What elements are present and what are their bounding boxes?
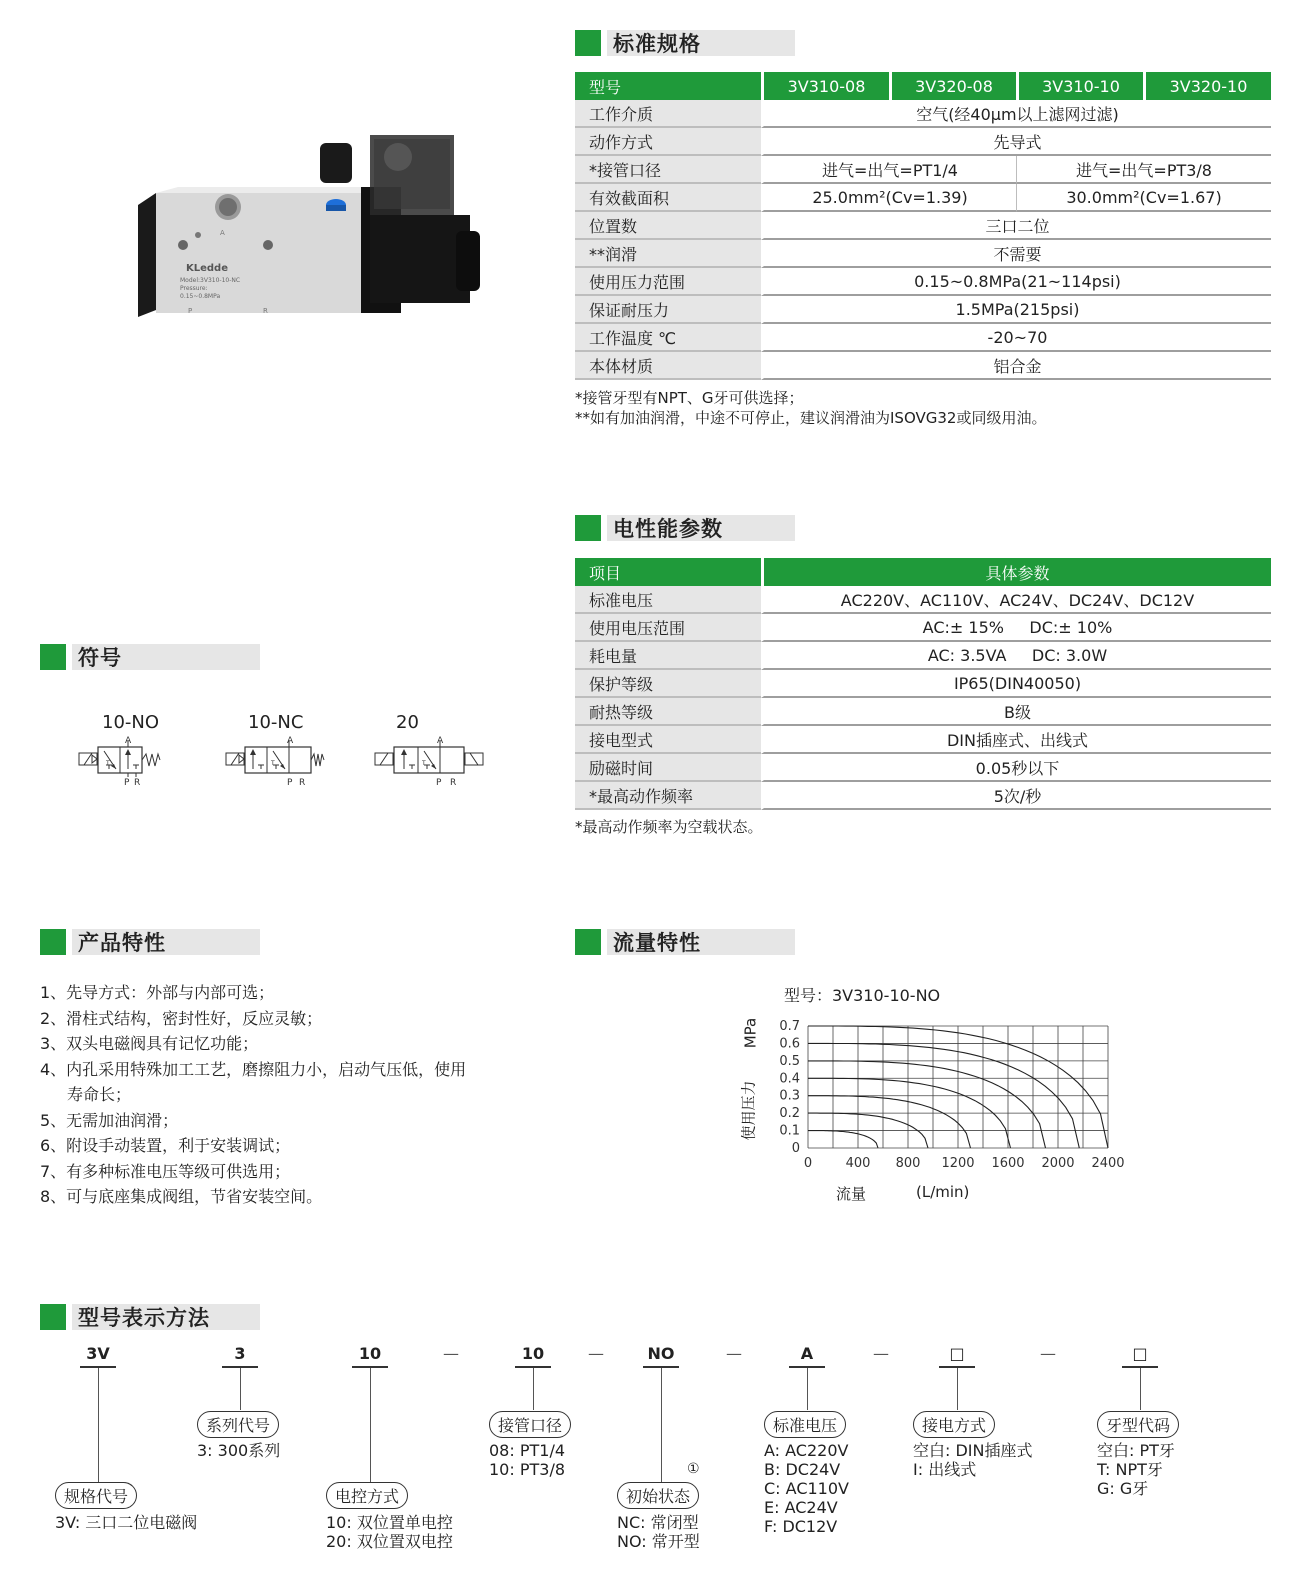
row-label: 励磁时间	[575, 754, 761, 782]
group-control-mode-options	[326, 1513, 453, 1551]
group-series-code-options	[197, 1441, 280, 1460]
y-tick-label: 0.3	[779, 1088, 800, 1104]
symbol-label-10-no: 10-NO	[102, 712, 160, 733]
row-value: AC:± 15% DC:± 10%	[761, 614, 1271, 642]
option: 3: 300系列	[197, 1441, 281, 1460]
product-model-text: Model:3V310-10-NC	[180, 277, 241, 284]
features-list	[40, 980, 540, 1210]
spec-header-cell: 3V320-10	[1143, 72, 1271, 100]
table-row	[575, 240, 1271, 268]
table-row	[575, 698, 1271, 726]
row-label: 位置数	[575, 212, 761, 240]
group-initial-state-options	[617, 1513, 700, 1551]
list-item: 6、附设手动装置，利于安装调试；	[40, 1136, 291, 1155]
row-label: 有效截面积	[575, 184, 761, 212]
row-value: 铝合金	[761, 352, 1271, 380]
flow-curve	[808, 1131, 878, 1148]
table-row	[575, 614, 1271, 642]
connector-line	[661, 1368, 662, 1482]
option: G: G牙	[1097, 1479, 1149, 1498]
x-tick-label: 0	[803, 1156, 813, 1171]
port-p: P	[436, 778, 442, 788]
section-symbol	[40, 644, 260, 670]
y-tick-label: 0.7	[779, 1019, 800, 1034]
spec-header-cell: 3V320-08	[889, 72, 1016, 100]
row-label: 本体材质	[575, 352, 761, 380]
group-voltage: 标准电压	[764, 1411, 846, 1438]
port-p: P	[287, 778, 293, 788]
symbol-label-10-nc: 10-NC	[248, 712, 304, 733]
code-no: NO	[647, 1344, 675, 1363]
row-value: DIN插座式、出线式	[761, 726, 1271, 754]
code-10-port: 10	[521, 1344, 545, 1363]
port-a: A	[125, 736, 132, 746]
note-badge: ①	[687, 1461, 700, 1477]
section-title: 电性能参数	[607, 515, 795, 541]
port-r: R	[299, 778, 306, 788]
section-marker	[575, 30, 601, 56]
option: 空白: DIN插座式	[913, 1441, 1033, 1460]
x-tick-label: 2400	[1091, 1156, 1125, 1171]
electrical-header-cell: 具体参数	[761, 558, 1271, 586]
option: T: NPT牙	[1097, 1460, 1163, 1479]
electrical-header-cell: 项目	[575, 558, 761, 586]
row-label: 使用压力范围	[575, 268, 761, 296]
table-row	[575, 726, 1271, 754]
option: I: 出线式	[913, 1460, 977, 1479]
spec-notes	[575, 388, 1046, 428]
row-label: 动作方式	[575, 128, 761, 156]
code-thread: □	[1132, 1344, 1148, 1363]
section-marker	[575, 929, 601, 955]
section-flow	[575, 929, 795, 955]
code-connection: □	[949, 1344, 965, 1363]
flow-chart	[740, 1010, 1125, 1210]
option: E: AC24V	[764, 1498, 838, 1517]
product-port-a: A	[220, 229, 225, 237]
list-item: 1、先导方式：外部与内部可选；	[40, 983, 275, 1002]
separator: —	[443, 1344, 459, 1363]
row-value: 30.0mm²(Cv=1.67)	[1016, 184, 1271, 212]
table-row	[575, 268, 1271, 296]
option: A: AC220V	[764, 1441, 849, 1460]
group-series-code: 系列代号	[197, 1411, 279, 1438]
separator: —	[873, 1344, 889, 1363]
list-item: 2、滑柱式结构，密封性好，反应灵敏；	[40, 1008, 323, 1028]
group-spec-code-options	[55, 1513, 197, 1532]
solenoid-valve-image	[138, 135, 483, 325]
row-value: 不需要	[761, 240, 1271, 268]
row-label: 工作温度 ℃	[575, 324, 761, 352]
section-title: 流量特性	[607, 929, 795, 955]
flow-curve	[808, 1061, 1046, 1148]
row-value: 0.15~0.8MPa(21~114psi)	[761, 268, 1271, 296]
option: 20: 双位置双电控	[326, 1532, 453, 1551]
port-r: R	[450, 778, 457, 788]
section-marker	[40, 1304, 66, 1330]
electrical-note: *最高动作频率为空载状态。	[575, 818, 763, 836]
product-pressure-text: Pressure:	[180, 285, 208, 292]
port-t: T	[422, 760, 426, 767]
flow-curve	[808, 1096, 971, 1148]
connector-line	[98, 1368, 99, 1482]
section-title: 标准规格	[607, 30, 795, 56]
list-item: 8、可与底座集成阀组，节省安装空间。	[40, 1187, 323, 1206]
row-value: 进气=出气=PT1/4	[761, 156, 1016, 184]
row-label: *最高动作频率	[575, 782, 761, 810]
y-tick-label: 0.4	[779, 1071, 800, 1087]
row-value: 进气=出气=PT3/8	[1016, 156, 1271, 184]
list-item: 寿命长；	[67, 1085, 132, 1104]
y-tick-label: 0.5	[779, 1053, 800, 1069]
section-features	[40, 929, 260, 955]
section-title: 符号	[72, 644, 260, 670]
group-thread: 牙型代码	[1097, 1411, 1179, 1438]
port-p: P	[124, 778, 130, 788]
list-item: 7、有多种标准电压等级可供选用；	[40, 1161, 291, 1181]
table-row	[575, 782, 1271, 810]
row-value: AC220V、AC110V、AC24V、DC24V、DC12V	[761, 586, 1271, 614]
code-a: A	[800, 1344, 814, 1363]
table-row	[575, 670, 1271, 698]
row-label: *接管口径	[575, 156, 761, 184]
table-row	[575, 156, 1271, 184]
chart-title: 型号：3V310-10-NO	[784, 986, 941, 1005]
port-r: R	[134, 778, 141, 788]
group-thread-options	[1097, 1441, 1175, 1498]
row-value: 先导式	[761, 128, 1271, 156]
product-range-text: 0.15~0.8MPa	[180, 293, 221, 300]
group-connection-options	[913, 1441, 1033, 1479]
port-t: T	[271, 760, 275, 767]
table-row	[575, 324, 1271, 352]
row-value: 0.05秒以下	[761, 754, 1271, 782]
valve-symbol-10-nc	[223, 735, 333, 790]
x-tick-label: 400	[845, 1156, 871, 1171]
chart-xunit: (L/min)	[916, 1183, 970, 1201]
table-row	[575, 212, 1271, 240]
row-label: 接电型式	[575, 726, 761, 754]
electrical-header-row	[575, 558, 1271, 586]
option: F: DC12V	[764, 1517, 838, 1536]
option: NC: 常闭型	[617, 1513, 699, 1532]
row-label: 耐热等级	[575, 698, 761, 726]
connector-line	[1140, 1368, 1141, 1410]
group-connection: 接电方式	[913, 1411, 995, 1438]
row-value: 空气(经40μm以上滤网过滤)	[761, 100, 1271, 128]
port-a: A	[287, 736, 294, 746]
valve-symbol-20	[372, 735, 487, 790]
option: 3V: 三口二位电磁阀	[55, 1513, 198, 1532]
product-port-p: P	[188, 307, 193, 315]
row-value: -20~70	[761, 324, 1271, 352]
option: 08: PT1/4	[489, 1441, 566, 1460]
option: 空白: PT牙	[1097, 1441, 1175, 1460]
table-row	[575, 128, 1271, 156]
row-value: AC: 3.5VA DC: 3.0W	[761, 642, 1271, 670]
table-row	[575, 586, 1271, 614]
group-control-mode: 电控方式	[326, 1482, 408, 1509]
row-value: 5次/秒	[761, 782, 1271, 810]
section-model-designation	[40, 1304, 260, 1330]
spec-header-cell: 型号	[575, 72, 761, 100]
group-voltage-options	[764, 1441, 849, 1536]
connector-line	[370, 1368, 371, 1482]
y-tick-label: 0.2	[779, 1106, 800, 1122]
product-brand: KLedde	[186, 263, 229, 274]
section-title: 产品特性	[72, 929, 260, 955]
option: NO: 常开型	[617, 1532, 700, 1551]
x-tick-label: 1200	[941, 1156, 975, 1171]
x-tick-label: 1600	[991, 1156, 1025, 1171]
port-a: A	[437, 736, 444, 746]
code-3v: 3V	[86, 1344, 110, 1363]
y-tick-label: 0.6	[779, 1036, 800, 1052]
spec-header-cell: 3V310-08	[761, 72, 889, 100]
chart-xlabel: 流量	[836, 1185, 867, 1203]
row-label: 保护等级	[575, 670, 761, 698]
option: C: AC110V	[764, 1479, 849, 1498]
group-port-size-options	[489, 1441, 565, 1479]
connector-line	[807, 1368, 808, 1410]
spec-note: **如有加油润滑，中途不可停止，建议润滑油为ISOVG32或同级用油。	[575, 409, 1047, 427]
section-electrical	[575, 515, 795, 541]
y-tick-label: 0	[791, 1141, 800, 1156]
valve-symbol-10-no	[76, 735, 186, 790]
table-row	[575, 100, 1271, 128]
product-port-r: R	[263, 307, 268, 315]
row-label: 工作介质	[575, 100, 761, 128]
code-10-control: 10	[358, 1344, 382, 1363]
row-label: 耗电量	[575, 642, 761, 670]
row-value: IP65(DIN40050)	[761, 670, 1271, 698]
section-marker	[40, 644, 66, 670]
option: B: DC24V	[764, 1460, 841, 1479]
row-value: 25.0mm²(Cv=1.39)	[761, 184, 1016, 212]
separator: —	[726, 1344, 742, 1363]
x-tick-label: 800	[895, 1156, 921, 1171]
row-label: 标准电压	[575, 586, 761, 614]
table-row	[575, 642, 1271, 670]
group-spec-code: 规格代号	[55, 1482, 137, 1509]
section-standard-spec	[575, 30, 795, 56]
section-marker	[575, 515, 601, 541]
spec-table	[575, 72, 1271, 380]
group-initial-state: 初始状态	[617, 1482, 699, 1509]
electrical-table	[575, 558, 1271, 810]
list-item: 3、双头电磁阀具有记忆功能；	[40, 1034, 259, 1053]
chart-ylabel: 使用压力	[739, 1080, 758, 1141]
table-row	[575, 184, 1271, 212]
connector-line	[957, 1368, 958, 1410]
separator: —	[1040, 1344, 1056, 1363]
connector-line	[533, 1368, 534, 1410]
section-title: 型号表示方法	[72, 1304, 260, 1330]
option: 10: 双位置单电控	[326, 1513, 453, 1532]
section-marker	[40, 929, 66, 955]
row-value: 1.5MPa(215psi)	[761, 296, 1271, 324]
option: 10: PT3/8	[489, 1460, 566, 1479]
row-label: 保证耐压力	[575, 296, 761, 324]
row-label: 使用电压范围	[575, 614, 761, 642]
symbol-label-20: 20	[396, 712, 419, 733]
spec-header-cell: 3V310-10	[1016, 72, 1143, 100]
chart-yunit: MPa	[741, 1017, 760, 1049]
row-value: 三口二位	[761, 212, 1271, 240]
group-port-size: 接管口径	[489, 1411, 571, 1438]
x-tick-label: 2000	[1041, 1156, 1075, 1171]
connector-line	[240, 1368, 241, 1410]
row-value: B级	[761, 698, 1271, 726]
table-row	[575, 296, 1271, 324]
spec-header-row	[575, 72, 1271, 100]
row-label: **润滑	[575, 240, 761, 268]
table-row	[575, 352, 1271, 380]
list-item: 5、无需加油润滑；	[40, 1110, 179, 1130]
port-t: T	[106, 760, 110, 767]
y-tick-label: 0.1	[779, 1123, 800, 1139]
code-3: 3	[234, 1344, 246, 1363]
spec-note: *接管牙型有NPT、G牙可供选择；	[575, 389, 804, 407]
list-item: 4、内孔采用特殊加工工艺，磨擦阻力小，启动气压低，使用	[40, 1059, 467, 1079]
separator: —	[588, 1344, 604, 1363]
table-row	[575, 754, 1271, 782]
